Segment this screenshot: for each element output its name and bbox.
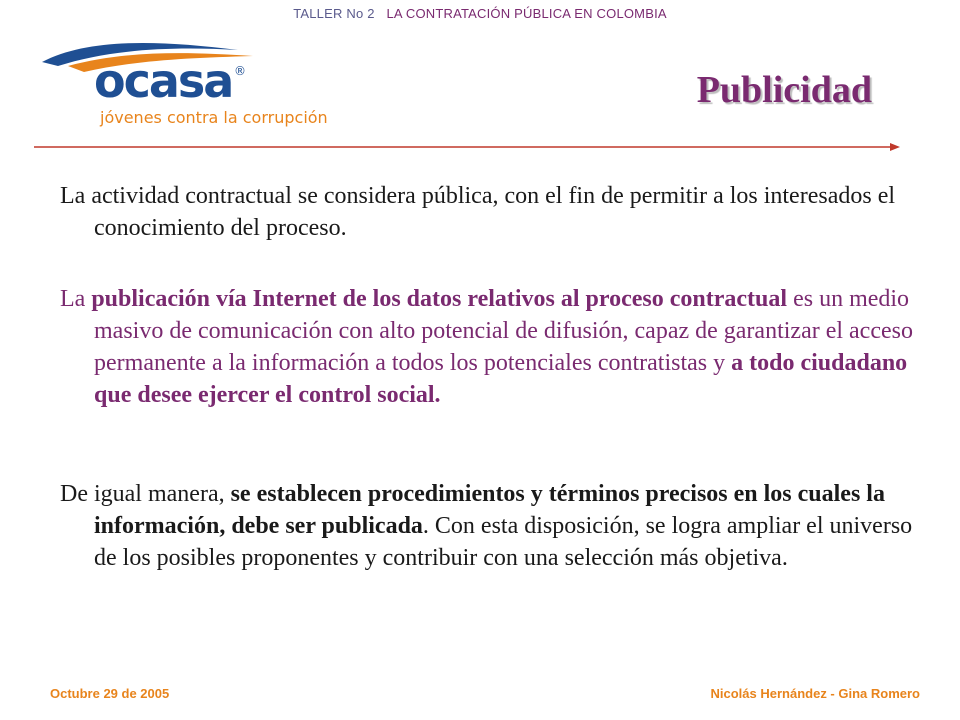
header-label: TALLER No 2 [293,6,375,21]
logo-tagline: jóvenes contra la corrupción [100,108,328,127]
header-line [0,6,960,21]
logo-registered-mark: ® [234,64,246,78]
paragraph-2-text-1: La [60,286,92,312]
paragraph-2-bold-1: publicación vía Internet de los datos relativos al proceso contractual [91,286,788,312]
paragraph-3-text-2: . Con esta disposición, se logra ampliar el universo de los posibles proponentes y contribuir con una selección más objetiva. [94,513,913,571]
footer-authors: Nicolás Hernández - Gina Romero [710,686,920,701]
paragraph-2 [60,283,929,411]
slide-title: Publicidad [696,69,872,111]
paragraph-3 [60,478,929,574]
ocasa-logo [38,36,338,136]
paragraph-2-bold-2: a todo ciudadano que desee ejercer el control social. [94,350,908,408]
paragraph-3-bold-1: se establecen procedimientos y términos precisos en los cuales la información, debe ser publicada [94,481,885,539]
header-subtitle: LA CONTRATACIÓN PÚBLICA EN COLOMBIA [386,6,667,21]
paragraph-1 [60,180,929,244]
footer-date: Octubre 29 de 2005 [50,686,170,701]
paragraph-1-text: La actividad contractual se considera pública, con el fin de permitir a los interesados el conocimiento del proceso. [60,183,896,241]
logo-name: ocasa [94,54,233,108]
paragraph-3-text-1: De igual manera, [60,481,231,507]
title-rule-arrow [34,140,900,154]
paragraph-2-text-2: es un medio masivo de comunicación con alto potencial de difusión, capaz de garantizar el acceso permanente a la información a todos los potenciales contratistas y [94,286,913,376]
